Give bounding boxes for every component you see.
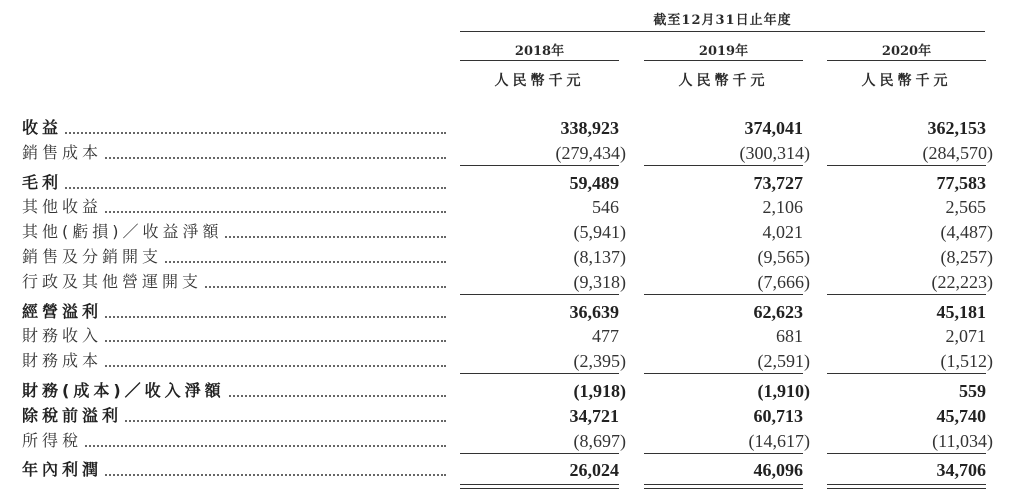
value-text: 62,623 [753, 302, 803, 322]
row-label [22, 404, 446, 428]
table-row [0, 300, 1017, 324]
value-cell-2018 [460, 270, 626, 294]
value-text: 374,041 [744, 118, 803, 138]
row-label-text: 行政及其他營運開支 [22, 272, 203, 291]
value-cell-2020 [827, 116, 986, 140]
year-rule-2020 [827, 60, 986, 61]
row-label [22, 116, 446, 140]
value-cell-2020 [827, 379, 986, 403]
value-cell-2020 [827, 429, 993, 453]
rule-operating-profit [460, 294, 619, 295]
value-cell-2019 [644, 220, 803, 244]
value-cell-2018 [460, 300, 619, 324]
row-label [22, 349, 446, 373]
value-text: (1,918) [573, 381, 626, 401]
value-cell-2020 [827, 458, 986, 482]
value-cell-2019 [644, 429, 810, 453]
year-header-2020: 2020年 [881, 44, 932, 59]
value-text: 681 [776, 326, 803, 346]
value-text: 34,721 [569, 406, 619, 426]
double-rule-bottom [460, 488, 619, 489]
value-cell-2019 [644, 245, 810, 269]
value-text: (2,395) [573, 351, 626, 371]
value-text: 73,727 [753, 173, 803, 193]
row-label-text: 除稅前溢利 [22, 406, 123, 425]
table-row [0, 270, 1017, 294]
value-cell-2020 [827, 245, 993, 269]
table-row [0, 171, 1017, 195]
year-header-2018: 2018年 [514, 44, 565, 59]
value-cell-2018 [460, 171, 619, 195]
year-rule-2018 [460, 60, 619, 61]
value-cell-2018 [460, 379, 626, 403]
row-label-text: 銷售及分銷開支 [22, 247, 163, 266]
dot-leader [22, 445, 446, 447]
rule-profit-for-year [644, 453, 803, 454]
double-rule-top [644, 484, 803, 485]
double-rule-bottom [827, 488, 986, 489]
row-label [22, 379, 446, 403]
row-label-text: 收益 [22, 118, 63, 137]
table-row [0, 141, 1017, 165]
value-text: 46,096 [753, 460, 803, 480]
rule-gross-profit [460, 165, 619, 166]
value-cell-2020 [827, 349, 993, 373]
value-text: (8,697) [573, 431, 626, 451]
value-text: (300,314) [739, 143, 810, 163]
row-label-text: 財務(成本)／收入淨額 [22, 381, 225, 400]
value-cell-2020 [827, 404, 986, 428]
value-text: (279,434) [555, 143, 626, 163]
value-text: 34,706 [936, 460, 986, 480]
value-text: (1,512) [940, 351, 993, 371]
row-label [22, 220, 446, 244]
value-text: 59,489 [569, 173, 619, 193]
value-text: 338,923 [560, 118, 619, 138]
value-cell-2019 [644, 270, 810, 294]
rule-profit-for-year [827, 453, 986, 454]
row-label-text: 財務收入 [22, 326, 103, 345]
value-cell-2019 [644, 379, 810, 403]
rule-finance-net [460, 373, 619, 374]
value-cell-2019 [644, 300, 803, 324]
row-label [22, 195, 446, 219]
row-label [22, 245, 446, 269]
value-text: 60,713 [753, 406, 803, 426]
table-row [0, 245, 1017, 269]
value-text: (284,570) [922, 143, 993, 163]
value-text: (8,257) [940, 247, 993, 267]
unit-label-2018: 人民幣千元 [494, 73, 585, 89]
header-rule [460, 31, 985, 32]
value-text: (11,034) [932, 431, 993, 451]
value-cell-2018 [460, 349, 626, 373]
row-label-text: 所得稅 [22, 431, 83, 450]
value-cell-2020 [827, 141, 993, 165]
period-heading: 截至12月31日止年度 [653, 13, 792, 28]
row-label [22, 300, 446, 324]
dot-leader [22, 132, 446, 134]
value-text: (9,565) [757, 247, 810, 267]
value-text: (8,137) [573, 247, 626, 267]
row-label [22, 324, 446, 348]
row-label-text: 毛利 [22, 173, 63, 192]
rule-gross-profit [644, 165, 803, 166]
value-text: (9,318) [573, 272, 626, 292]
value-text: 559 [959, 381, 986, 401]
row-label [22, 458, 446, 482]
value-cell-2018 [460, 116, 619, 140]
value-text: (4,487) [940, 222, 993, 242]
rule-operating-profit [644, 294, 803, 295]
value-cell-2019 [644, 195, 803, 219]
row-label-text: 經營溢利 [22, 302, 103, 321]
value-cell-2018 [460, 404, 619, 428]
value-cell-2019 [644, 141, 810, 165]
value-cell-2020 [827, 270, 993, 294]
value-text: 362,153 [927, 118, 986, 138]
value-text: 2,565 [945, 197, 986, 217]
row-label-text: 財務成本 [22, 351, 103, 370]
year-header-2019: 2019年 [698, 44, 749, 59]
double-rule-top [827, 484, 986, 485]
value-cell-2018 [460, 458, 619, 482]
row-label-text: 其他(虧損)／收益淨額 [22, 222, 223, 241]
value-cell-2019 [644, 404, 803, 428]
value-cell-2020 [827, 324, 986, 348]
table-row [0, 349, 1017, 373]
rule-gross-profit [827, 165, 986, 166]
value-text: (1,910) [757, 381, 810, 401]
value-cell-2019 [644, 324, 803, 348]
value-cell-2018 [460, 324, 619, 348]
value-text: (5,941) [573, 222, 626, 242]
value-text: 546 [592, 197, 619, 217]
value-text: 477 [592, 326, 619, 346]
value-cell-2019 [644, 458, 803, 482]
value-text: 45,181 [936, 302, 986, 322]
table-row [0, 324, 1017, 348]
rule-profit-for-year [460, 453, 619, 454]
row-label [22, 171, 446, 195]
value-text: 2,071 [945, 326, 986, 346]
rule-operating-profit [827, 294, 986, 295]
value-text: 2,106 [762, 197, 803, 217]
value-cell-2020 [827, 300, 986, 324]
value-cell-2018 [460, 245, 626, 269]
row-label [22, 429, 446, 453]
rule-finance-net [827, 373, 986, 374]
table-row [0, 429, 1017, 453]
value-text: 77,583 [936, 173, 986, 193]
value-cell-2020 [827, 195, 986, 219]
unit-label-2020: 人民幣千元 [861, 73, 952, 89]
value-text: (22,223) [931, 272, 993, 292]
double-rule-bottom [644, 488, 803, 489]
value-cell-2018 [460, 220, 626, 244]
value-text: (7,666) [757, 272, 810, 292]
value-cell-2019 [644, 349, 810, 373]
table-row [0, 116, 1017, 140]
row-label-text: 年內利潤 [22, 460, 103, 479]
table-row [0, 404, 1017, 428]
value-text: 4,021 [762, 222, 803, 242]
row-label [22, 270, 446, 294]
value-cell-2020 [827, 220, 993, 244]
value-cell-2018 [460, 195, 619, 219]
value-cell-2020 [827, 171, 986, 195]
double-rule-top [460, 484, 619, 485]
table-row [0, 195, 1017, 219]
table-row [0, 458, 1017, 482]
value-cell-2018 [460, 141, 626, 165]
rule-finance-net [644, 373, 803, 374]
value-cell-2019 [644, 116, 803, 140]
table-row [0, 220, 1017, 244]
value-text: (2,591) [757, 351, 810, 371]
value-text: 45,740 [936, 406, 986, 426]
value-text: 26,024 [569, 460, 619, 480]
row-label [22, 141, 446, 165]
year-rule-2019 [644, 60, 803, 61]
dot-leader [22, 187, 446, 189]
unit-label-2019: 人民幣千元 [678, 73, 769, 89]
value-text: 36,639 [569, 302, 619, 322]
row-label-text: 銷售成本 [22, 143, 103, 162]
value-cell-2018 [460, 429, 626, 453]
table-row [0, 379, 1017, 403]
row-label-text: 其他收益 [22, 197, 103, 216]
value-text: (14,617) [748, 431, 810, 451]
value-cell-2019 [644, 171, 803, 195]
